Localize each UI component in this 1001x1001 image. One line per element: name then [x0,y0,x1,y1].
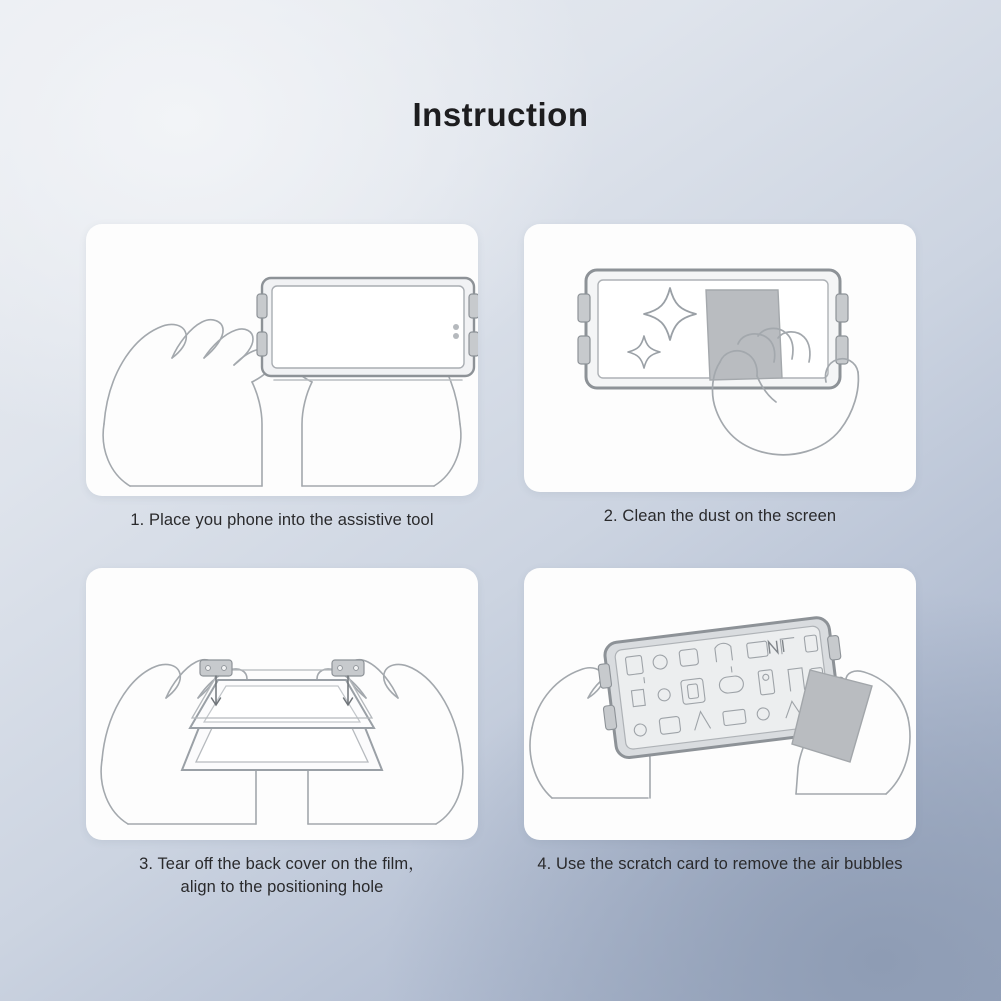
step-3-caption [86,853,478,900]
hands-holding-phone-in-tool-icon [86,224,478,496]
scratch-card-removing-bubbles-icon [524,568,916,840]
step-3-caption-line2: align to the positioning hole [180,878,384,897]
step-card-2 [524,224,916,528]
step-2-illustration [524,224,916,492]
assistive-tool-frame [257,278,478,380]
step-1-illustration [86,224,478,496]
step-2-caption-line1: 2. Clean the dust on the screen [603,507,837,525]
hand-wiping-screen-with-cloth-icon [524,224,916,492]
step-4-caption [524,853,916,876]
step-4-illustration [524,568,916,840]
step-card-1 [86,224,478,532]
step-3-caption-line1: 3. Tear off the back cover on the film， [139,855,425,873]
page-title: Instruction [412,96,589,133]
step-card-3 [86,568,478,900]
film-sheet [190,680,374,728]
step-1-caption [86,509,478,532]
step-1-caption-line1: 1. Place you phone into the assistive tool [130,511,434,529]
step-2-caption [524,505,916,528]
step-card-4 [524,568,916,876]
positioning-tabs [200,660,364,676]
step-3-illustration [86,568,478,840]
peeling-film-backing-with-arrows-icon [86,568,478,840]
step-4-caption-line1: 4. Use the scratch card to remove the air bubbles [537,855,903,873]
